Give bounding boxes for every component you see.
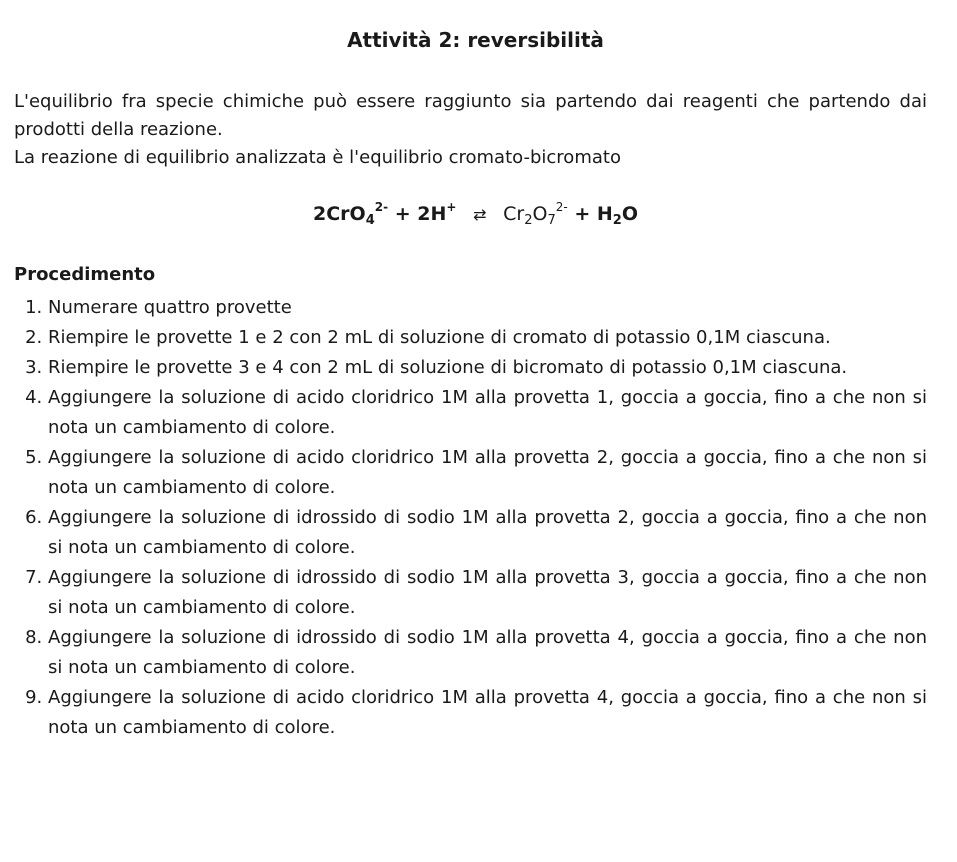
procedure-step: 2. Riempire le provette 1 e 2 con 2 mL di soluzione di cromato di potassio 0,1M ciascuna. (48, 323, 927, 353)
eq-chromate-subscript: 4 (365, 213, 375, 228)
eq-hydrogen-ion: H (430, 203, 447, 225)
equilibrium-arrow-icon: ⇄ (473, 205, 487, 224)
eq-hydrogen-charge: + (446, 200, 457, 214)
procedure-step: 6. Aggiungere la soluzione di idrossido di sodio 1M alla provetta 2, goccia a goccia, fino a che non si nota un cambiamento di colore. (48, 503, 927, 563)
eq-dichromate-charge: 2- (555, 200, 568, 214)
procedure-step: 8. Aggiungere la soluzione di idrossido di sodio 1M alla provetta 4, goccia a goccia, fino a che non si nota un cambiamento di colore. (48, 623, 927, 683)
eq-chromate-charge: 2- (374, 200, 389, 214)
procedure-step: 5. Aggiungere la soluzione di acido cloridrico 1M alla provetta 2, goccia a goccia, fino a che non si nota un cambiamento di colore. (48, 443, 927, 503)
procedure-step: 1. Numerare quattro provette (48, 293, 927, 323)
procedure-heading: Procedimento (14, 264, 156, 285)
intro-paragraph-1: L'equilibrio fra specie chimiche può essere raggiunto sia partendo dai reagenti che partendo dai prodotti della reazione. (14, 91, 927, 140)
eq-plus-1: + (394, 203, 411, 225)
eq-coefficient-2: 2 (417, 203, 431, 225)
eq-dichromate-o-subscript: 7 (547, 213, 556, 228)
eq-chromate: CrO (326, 203, 366, 225)
eq-water-o: O (621, 203, 638, 225)
eq-water-subscript: 2 (612, 213, 622, 228)
procedure-steps-list (14, 293, 927, 743)
intro-paragraph-2: La reazione di equilibrio analizzata è l'equilibrio cromato-bicromato (14, 147, 621, 168)
procedure-step: 3. Riempire le provette 3 e 4 con 2 mL di soluzione di bicromato di potassio 0,1M ciascuna. (48, 353, 927, 383)
eq-dichromate-o: O (532, 203, 548, 225)
intro-section (14, 88, 927, 172)
procedure-step: 4. Aggiungere la soluzione di acido cloridrico 1M alla provetta 1, goccia a goccia, fino a che non si nota un cambiamento di colore. (48, 383, 927, 443)
eq-dichromate-cr-subscript: 2 (524, 213, 533, 228)
chemical-equation (14, 200, 927, 228)
page-title: Attività 2: reversibilità (347, 28, 604, 52)
eq-coefficient-1: 2 (313, 203, 327, 225)
eq-dichromate-cr: Cr (503, 203, 525, 225)
eq-water-h: H (596, 203, 613, 225)
procedure-step: 9. Aggiungere la soluzione di acido cloridrico 1M alla provetta 4, goccia a goccia, fino a che non si nota un cambiamento di colore. (48, 683, 927, 743)
procedure-step: 7. Aggiungere la soluzione di idrossido di sodio 1M alla provetta 3, goccia a goccia, fino a che non si nota un cambiamento di colore. (48, 563, 927, 623)
eq-plus-2: + (574, 203, 591, 225)
